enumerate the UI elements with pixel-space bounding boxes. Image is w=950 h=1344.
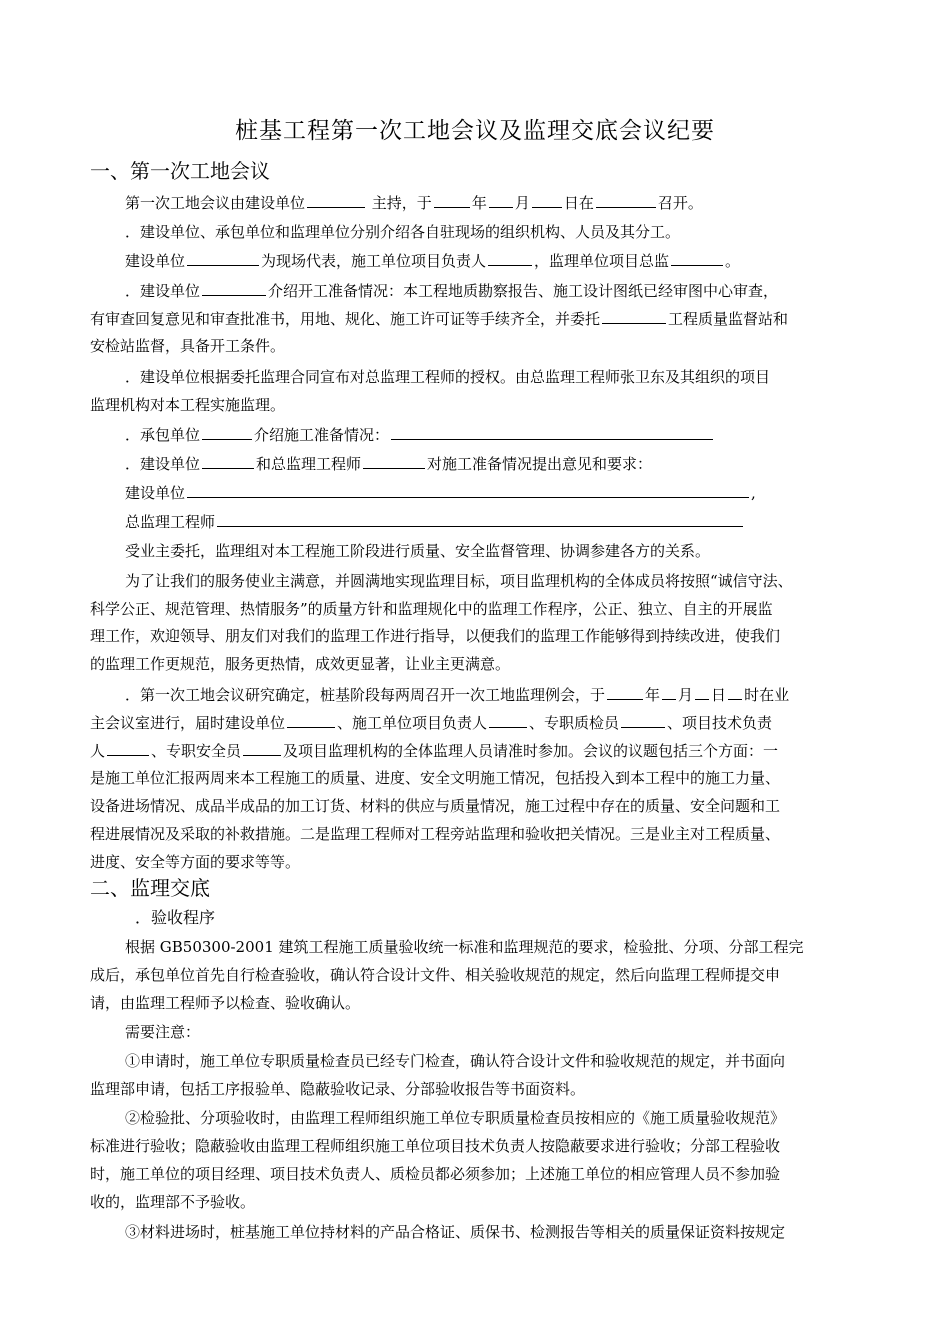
paragraph: 受业主委托，监理组对本工程施工阶段进行质量、安全监督管理、协调参建各方的关系。 (125, 542, 711, 560)
paragraph: 有审查回复意见和审查批准书，用地、规化、施工许可证等手续齐全，并委托 工程质量监督站和 (90, 310, 789, 328)
paragraph: 为了让我们的服务使业主满意，并圆满地实现监理目标，项目监理机构的全体成员将按照“诚信守法、 (125, 572, 793, 590)
paragraph: ．建设单位根据委托监理合同宣布对总监理工程师的授权。由总监理工程师张卫东及其组织的项目 (125, 368, 771, 386)
engineer-opinion-line: 总监理工程师 (125, 511, 745, 532)
section1-heading: 一、第一次工地会议 (90, 159, 270, 183)
host-blank (307, 192, 365, 208)
paragraph: 进度、安全等方面的要求等等。 (90, 853, 301, 871)
subsection-heading: ．验收程序 (135, 908, 216, 927)
owner-opinion-line: 建设单位 , (125, 484, 756, 502)
paragraph: 是施工单位汇报两周来本工程施工的质量、进度、安全文明施工情况，包括投入到本工程中的施工力量、 (90, 769, 781, 787)
paragraph: ①申请时，施工单位专职质量检查员已经专门检查，确认符合设计文件和验收规范的规定，并书面向 (125, 1052, 786, 1070)
paragraph: 监理机构对本工程实施监理。 (90, 396, 286, 414)
paragraph: 收的，监理部不予验收。 (90, 1193, 256, 1211)
paragraph: 设备进场情况、成品半成品的加工订货、材料的供应与质量情况，施工过程中存在的质量、安全问题和工 (90, 797, 781, 815)
meeting-info-line: 第一次工地会议由建设单位 主持，于 年 月 日在 召开。 (125, 194, 703, 212)
year-blank (434, 192, 470, 208)
paragraph: 标准进行验收；隐蔽验收由监理工程师组织施工单位项目技术负责人按隐蔽要求进行验收；分部工程验收 (90, 1137, 781, 1155)
location-blank (596, 192, 656, 208)
paragraph: 科学公正、规范管理、热情服务”的质量方针和监理规化中的监理工作程序，公正、独立、自主的开展监 (90, 600, 773, 618)
attendees-line: 主会议室进行，届时建设单位 、施工单位项目负责人 、专职质检员 、项目技术负责 (90, 714, 773, 732)
paragraph: 请，由监理工程师予以检查、验收确认。 (90, 994, 361, 1012)
month-blank (489, 192, 513, 208)
paragraph: 程进展情况及采取的补救措施。二是监理工程师对工程旁站监理和验收把关情况。三是业主对工程质量、 (90, 825, 781, 843)
regular-meeting-line: ．第一次工地会议研究确定，桩基阶段每两周召开一次工地监理例会，于 年 月 日 时在业 (125, 686, 790, 704)
day-blank (532, 192, 562, 208)
paragraph: ．建设单位 介绍开工准备情况：本工程地质勘察报告、施工设计图纸已经审图中心审查， (125, 282, 779, 300)
attendees-line: 人 、专职安全员 及项目监理机构的全体监理人员请准时参加。会议的议题包括三个方面：一 (90, 742, 779, 760)
paragraph: ③材料进场时，桩基施工单位持材料的产品合格证、质保书、检测报告等相关的质量保证资料按规定 (125, 1223, 786, 1241)
paragraph: ．建设单位、承包单位和监理单位分别介绍各自驻现场的组织机构、人员及其分工。 (125, 223, 681, 241)
paragraph: 需要注意： (125, 1023, 201, 1041)
document-title: 桩基工程第一次工地会议及监理交底会议纪要 (235, 118, 715, 144)
paragraph: ②检验批、分项验收时，由监理工程师组织施工单位专职质量检查员按相应的《施工质量验收规范》 (125, 1109, 786, 1127)
paragraph: 的监理工作更规范，服务更热情，成效更显著，让业主更满意。 (90, 655, 511, 673)
section2-heading: 二、监理交底 (90, 876, 210, 900)
paragraph: 安检站监督，具备开工条件。 (90, 337, 286, 355)
paragraph: 监理部申请，包括工序报验单、隐蔽验收记录、分部验收报告等书面资料。 (90, 1080, 586, 1098)
opinion-line: ．建设单位 和总监理工程师 对施工准备情况提出意见和要求： (125, 455, 653, 473)
paragraph: 根据 GB50300-2001 建筑工程施工质量验收统一标准和监理规范的要求，检验批、分项、分部工程完 (125, 938, 804, 956)
contractor-line: ．承包单位 介绍施工准备情况： (125, 424, 715, 445)
paragraph: 理工作，欢迎领导、朋友们对我们的监理工作进行指导，以便我们的监理工作能够得到持续改进，使我们 (90, 627, 781, 645)
paragraph: 成后，承包单位首先自行检查验收，确认符合设计文件、相关验收规范的规定，然后向监理工程师提交申 (90, 966, 781, 984)
paragraph: 时，施工单位的项目经理、项目技术负责人、质检员都必须参加；上述施工单位的相应管理人员不参加验 (90, 1165, 781, 1183)
representatives-line: 建设单位 为现场代表，施工单位项目负责人 ，监理单位项目总监 。 (125, 252, 741, 270)
